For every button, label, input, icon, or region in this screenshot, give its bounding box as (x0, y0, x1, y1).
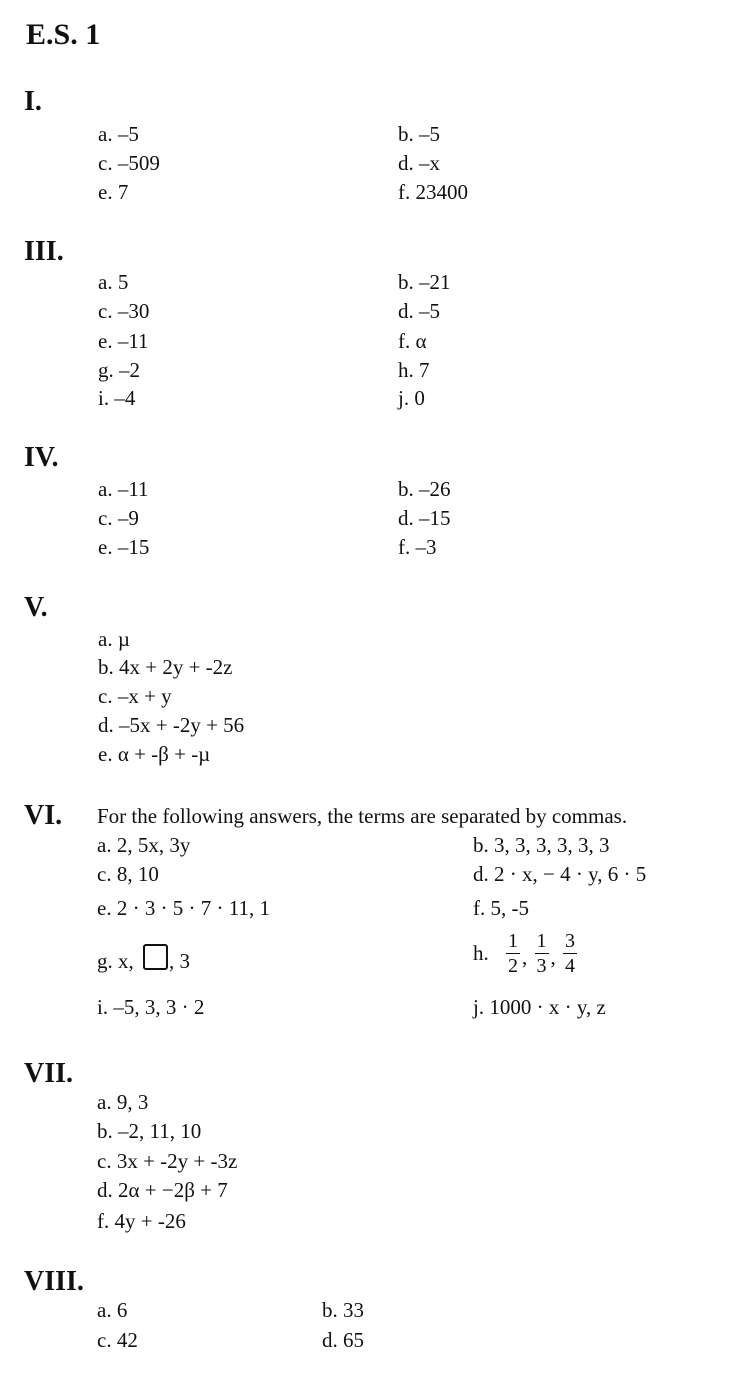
answer-item: e. α + -β + -µ (98, 742, 211, 766)
answer-item-h: h. $\frac{1}{2}$ , $\frac{1}{3}$ , $\frac{3}{4}$ (473, 930, 575, 977)
fraction (563, 930, 577, 977)
item-text: , 3 (169, 949, 190, 973)
answer-item: f. α (398, 329, 427, 353)
answer-item: e. 7 (98, 180, 129, 204)
answer-item: h. 7 (398, 358, 430, 382)
answer-item: a. –5 (98, 122, 139, 146)
answer-item: b. 3, 3, 3, 3, 3, 3 (473, 833, 610, 857)
fraction-numerator: 3 (565, 930, 575, 952)
answer-item: i. –4 (98, 386, 136, 410)
answer-item: c. –x + y (98, 684, 172, 708)
answer-item-g (97, 944, 190, 974)
answer-item: j. 0 (398, 386, 425, 410)
answer-item: f. –3 (398, 535, 437, 559)
section-note: For the following answers, the terms are separated by commas. (97, 804, 628, 828)
answer-item: e. –15 (98, 535, 150, 559)
section-heading-iv: IV. (24, 442, 59, 473)
fraction (506, 930, 520, 977)
answer-item: c. 3x + -2y + -3z (97, 1149, 238, 1173)
answer-item: a. 9, 3 (97, 1090, 149, 1114)
answer-item: e. –11 (98, 329, 149, 353)
answer-item: e. 2 · 3 · 5 · 7 · 11, 1 (97, 896, 271, 920)
answer-item: a. –11 (98, 477, 149, 501)
item-label: g. (97, 949, 113, 973)
answer-item: d. –5x + -2y + 56 (98, 713, 245, 737)
answer-item: c. –509 (98, 151, 160, 175)
page-title: E.S. 1 (26, 18, 101, 51)
answer-item: d. –15 (398, 506, 451, 530)
answer-item: g. –2 (98, 358, 140, 382)
answer-item: c. –9 (98, 506, 139, 530)
answer-item: i. –5, 3, 3 · 2 (97, 995, 205, 1019)
answer-item: a. µ (98, 627, 130, 651)
answer-item: a. 2, 5x, 3y (97, 833, 191, 857)
answer-item: f. 23400 (398, 180, 468, 204)
fraction-denominator: 2 (508, 955, 518, 977)
fraction-numerator: 1 (508, 930, 518, 952)
answer-item: b. –21 (398, 270, 451, 294)
answer-item: b. –26 (398, 477, 451, 501)
answer-item: d. –x (398, 151, 440, 175)
answer-item: b. –5 (398, 122, 440, 146)
fraction-numerator: 1 (536, 930, 547, 952)
answer-item: d. –5 (398, 299, 440, 323)
answer-item: c. 42 (97, 1328, 138, 1352)
section-heading-v: V. (24, 592, 48, 623)
empty-box-icon (143, 944, 168, 970)
fraction-bar (563, 953, 577, 954)
answer-item: a. 5 (98, 270, 129, 294)
answer-item: d. 65 (322, 1328, 364, 1352)
answer-item: d. 2α + −2β + 7 (97, 1178, 228, 1202)
answer-item: a. 6 (97, 1298, 128, 1322)
answer-item: b. 33 (322, 1298, 364, 1322)
section-heading-vi: VI. (24, 800, 63, 831)
fraction-denominator: 3 (536, 955, 547, 977)
section-heading-vii: VII. (24, 1058, 74, 1089)
fraction-bar (506, 953, 520, 954)
answer-item: b. 4x + 2y + -2z (98, 655, 233, 679)
fraction-bar (535, 953, 549, 954)
fraction-denominator: 4 (565, 955, 575, 977)
answer-item: c. –30 (98, 299, 150, 323)
answer-item: f. 4y + -26 (97, 1209, 186, 1233)
answer-item: f. 5, -5 (473, 896, 529, 920)
section-heading-iii: III. (24, 236, 64, 267)
section-heading-i: I. (24, 86, 42, 117)
section-heading-viii: VIII. (24, 1266, 84, 1297)
item-text: x, (118, 949, 134, 973)
answer-item: j. 1000 · x · y, z (473, 995, 606, 1019)
fraction (535, 930, 549, 977)
answer-item: d. 2 · x, − 4 · y, 6 · 5 (473, 862, 647, 886)
answer-item: b. –2, 11, 10 (97, 1119, 202, 1143)
item-label: h. (473, 941, 489, 965)
answer-item: c. 8, 10 (97, 862, 159, 886)
